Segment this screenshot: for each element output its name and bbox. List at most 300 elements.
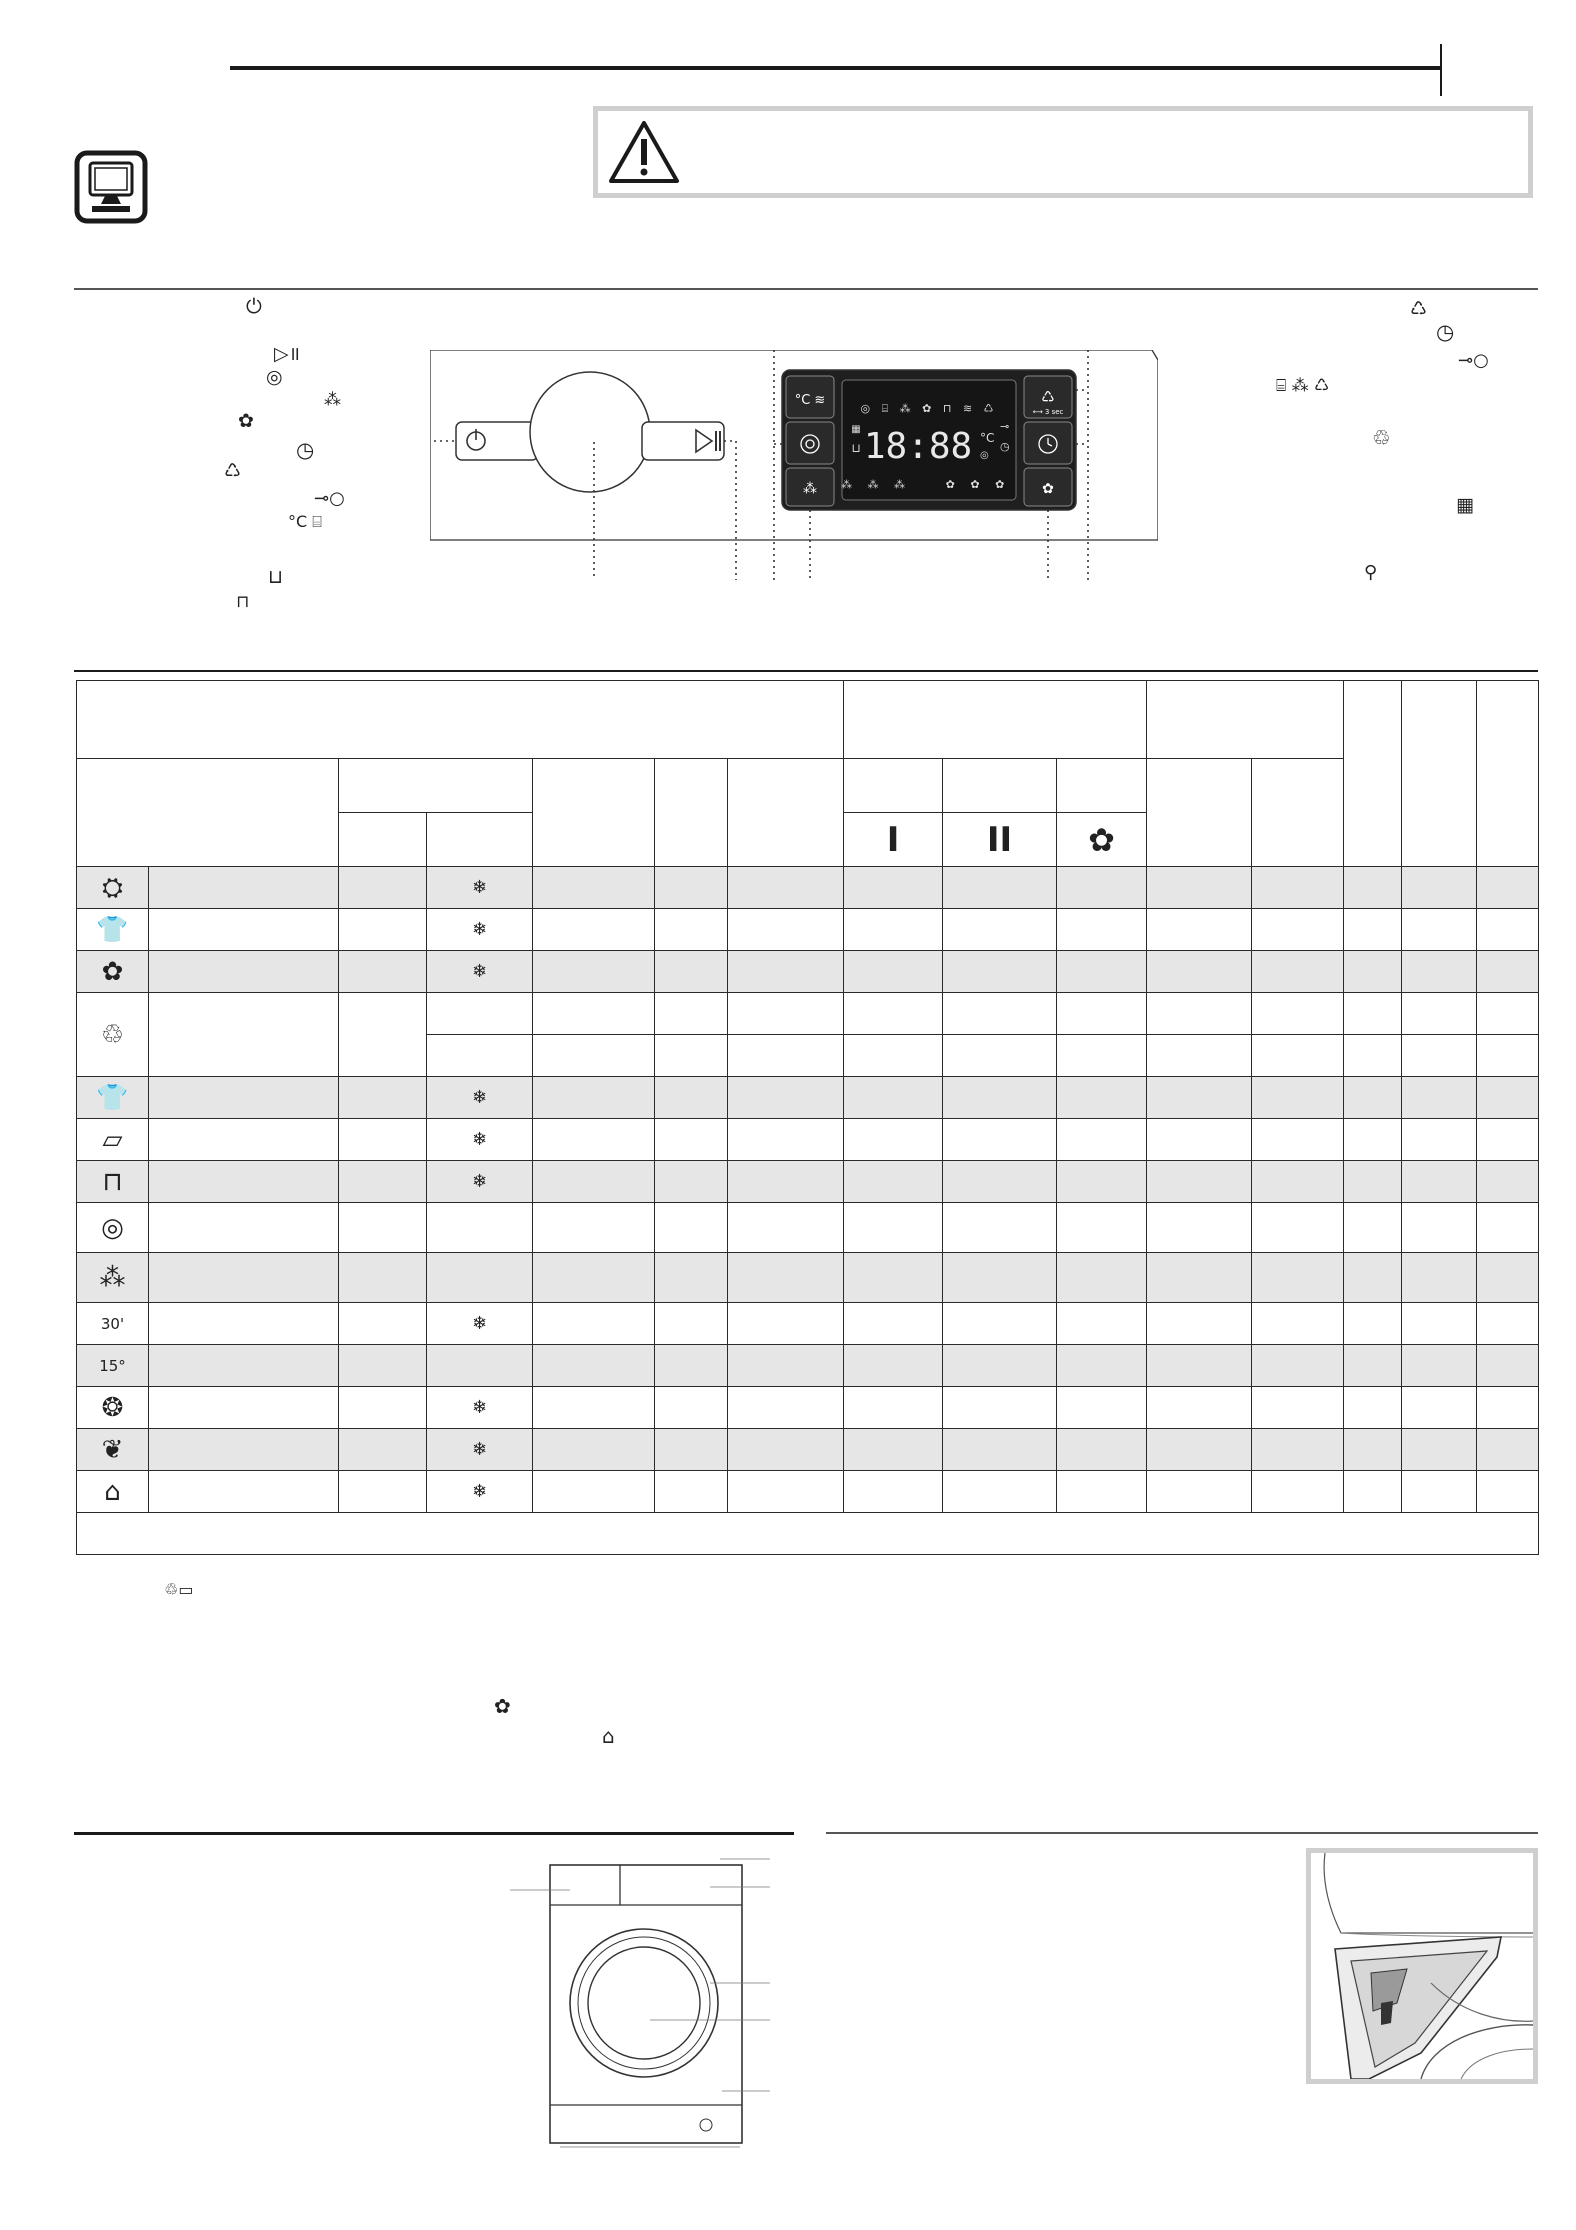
- bottom-rule-left: [74, 1832, 794, 1835]
- table-cell: [1057, 1429, 1147, 1471]
- table-cell: [1057, 867, 1147, 909]
- start-pause-icon: ▷॥: [274, 343, 300, 365]
- table-cell: [149, 951, 339, 993]
- table-cell: [533, 1471, 655, 1513]
- table-cell: [1252, 1387, 1344, 1429]
- svg-text:⊔: ⊔: [851, 441, 861, 455]
- table-cell: [1477, 1077, 1539, 1119]
- table-cell: [1252, 1429, 1344, 1471]
- table-cell: [1057, 1161, 1147, 1203]
- programme-table: [76, 680, 1539, 1555]
- table-cell: [1057, 909, 1147, 951]
- table-cell: [844, 1203, 943, 1253]
- table-cell: [1344, 1253, 1402, 1303]
- table-cell: [1057, 993, 1147, 1035]
- table-cell: [1252, 1119, 1344, 1161]
- table-header-cell: [339, 759, 533, 813]
- table-cell: [1402, 909, 1477, 951]
- table-cell: [844, 909, 943, 951]
- table-cell: [844, 1345, 943, 1387]
- cold-snowflake-cell: [427, 1471, 533, 1513]
- table-cell: [1344, 867, 1402, 909]
- svg-text:°C ≋: °C ≋: [794, 393, 826, 408]
- table-cell: [844, 1035, 943, 1077]
- shirt-icon: [77, 909, 149, 951]
- shirt-icon: 👕: [96, 914, 129, 945]
- table-cell: [728, 1345, 844, 1387]
- table-cell: [339, 1161, 427, 1203]
- snowflake-icon: ❄: [471, 1313, 488, 1334]
- finish-icon: ◷: [296, 438, 315, 462]
- cold-snowflake-cell: [427, 1429, 533, 1471]
- table-cell: [1252, 1303, 1344, 1345]
- snowflake-icon: ❄: [471, 1087, 488, 1108]
- svg-text:♺: ♺: [1041, 388, 1055, 406]
- table-cell: [533, 1119, 655, 1161]
- jeans-icon: ⊓: [102, 1166, 123, 1197]
- grid-icon: ▦: [1456, 494, 1474, 516]
- table-cell: [1252, 1077, 1344, 1119]
- table-cell: [1057, 1077, 1147, 1119]
- svg-text:°C: °C: [980, 431, 995, 445]
- table-cell: [943, 1035, 1057, 1077]
- delicates-icon: [77, 1429, 149, 1471]
- table-row: [77, 1077, 1539, 1119]
- table-header-cell: [844, 681, 1147, 759]
- table-cell: [943, 1119, 1057, 1161]
- table-cell: [1344, 1035, 1402, 1077]
- table-cell: [1252, 867, 1344, 909]
- table-cell: [844, 867, 943, 909]
- table-cell: [655, 1077, 728, 1119]
- snowflake-icon: ❄: [471, 1481, 488, 1502]
- table-cell: [1477, 1471, 1539, 1513]
- table-cell: [1344, 1077, 1402, 1119]
- cotton-icon: [77, 951, 149, 993]
- cold-snowflake-cell: [427, 1077, 533, 1119]
- table-cell: [728, 867, 844, 909]
- table-cell: [1344, 1345, 1402, 1387]
- table-cell: [149, 1471, 339, 1513]
- table-cell: [1057, 1253, 1147, 1303]
- cold-snowflake-cell: [427, 1253, 533, 1303]
- table-cell: [655, 951, 728, 993]
- steam-shirt-icon: [77, 1077, 149, 1119]
- svg-text:⁂: ⁂: [803, 481, 817, 497]
- table-cell: [655, 1203, 728, 1253]
- table-cell: [728, 1161, 844, 1203]
- table-cell: [149, 993, 339, 1077]
- table-cell: [1344, 1303, 1402, 1345]
- table-cell: [655, 1387, 728, 1429]
- snowflake-icon: ❄: [471, 1129, 488, 1150]
- table-cell: [1344, 1161, 1402, 1203]
- jeans-icon: [77, 1161, 149, 1203]
- table-cell: [149, 1345, 339, 1387]
- table-row: [77, 1253, 1539, 1303]
- table-cell: [1402, 867, 1477, 909]
- softener-flower-icon: ✿: [1057, 813, 1147, 867]
- table-cell: [1402, 1077, 1477, 1119]
- table-cell: [149, 1303, 339, 1345]
- water-tap-icon: ⚲: [1364, 562, 1378, 583]
- table-cell: [943, 1077, 1057, 1119]
- table-cell: [1147, 1345, 1252, 1387]
- snowflake-icon: ❄: [471, 1439, 488, 1460]
- table-cell: [728, 1429, 844, 1471]
- cold-snowflake-cell: [427, 1303, 533, 1345]
- table-row: [77, 1119, 1539, 1161]
- table-cell: [1477, 951, 1539, 993]
- table-cell: [533, 951, 655, 993]
- table-cell: [1057, 1303, 1147, 1345]
- table-cell: [943, 1303, 1057, 1345]
- table-cell: [655, 1253, 728, 1303]
- table-cell: [1252, 1253, 1344, 1303]
- table-cell: [1147, 1387, 1252, 1429]
- table-cell: [844, 951, 943, 993]
- delay-icon: ◷: [1436, 320, 1455, 344]
- table-cell: [728, 909, 844, 951]
- synthetic-icon: [77, 1471, 149, 1513]
- table-cell: [1057, 1119, 1147, 1161]
- table-cell: [844, 1119, 943, 1161]
- table-cell: [655, 1035, 728, 1077]
- wool-icon: [77, 1387, 149, 1429]
- table-cell: [1477, 1253, 1539, 1303]
- table-row: [77, 1429, 1539, 1471]
- table-cell: [1344, 909, 1402, 951]
- table-cell: [1344, 1429, 1402, 1471]
- table-cell: [943, 993, 1057, 1035]
- cold-snowflake-cell: [427, 951, 533, 993]
- table-cell: [1344, 1471, 1402, 1513]
- detergent-drawer-photo: [1306, 1848, 1538, 2084]
- table-cell: [339, 1303, 427, 1345]
- table-cell: [1147, 867, 1252, 909]
- table-cell: [1402, 1119, 1477, 1161]
- table-cell: [339, 1119, 427, 1161]
- power-icon: ⏻: [246, 294, 262, 318]
- table-cell: [1477, 909, 1539, 951]
- table-cell: [728, 993, 844, 1035]
- table-cell: [1147, 1161, 1252, 1203]
- table-header-cell: [77, 681, 844, 759]
- cold-snowflake-cell: [427, 1203, 533, 1253]
- table-cell: [655, 867, 728, 909]
- section-rule-1: [74, 288, 1538, 290]
- table-cell: [1402, 1429, 1477, 1471]
- table-cell: [844, 1471, 943, 1513]
- stain-icon: ✿: [238, 410, 254, 432]
- table-cell: [533, 1387, 655, 1429]
- warning-box: [593, 106, 1533, 198]
- table-cell: [1344, 1203, 1402, 1253]
- table-header-cell: [1252, 759, 1344, 867]
- table-header-cell: [77, 759, 339, 867]
- table-cell: [339, 1345, 427, 1387]
- table-cell: [1402, 1303, 1477, 1345]
- cold-snowflake-cell: [427, 1387, 533, 1429]
- table-cell: [1402, 1253, 1477, 1303]
- table-cell: [339, 1203, 427, 1253]
- table-cell: [427, 993, 533, 1035]
- table-cell: [533, 1253, 655, 1303]
- svg-text:⟷ 3 sec: ⟷ 3 sec: [1032, 408, 1064, 416]
- table-header-cell: [533, 759, 655, 867]
- table-cell: [943, 1471, 1057, 1513]
- table-cell: [149, 1387, 339, 1429]
- table-cell: [1147, 909, 1252, 951]
- table-cell: [728, 1303, 844, 1345]
- table-cell: [1477, 1303, 1539, 1345]
- snowflake-icon: ❄: [471, 961, 488, 982]
- table-cell: [1477, 867, 1539, 909]
- table-cell: [149, 1077, 339, 1119]
- cold-snowflake-cell: [427, 1161, 533, 1203]
- table-cell: [728, 1035, 844, 1077]
- table-cell: [339, 1387, 427, 1429]
- table-cell: [149, 1203, 339, 1253]
- table-cell: [655, 1161, 728, 1203]
- table-header-cell: [427, 813, 533, 867]
- table-cell: [728, 1471, 844, 1513]
- key-lock-icon: ⊸○: [314, 488, 345, 509]
- table-cell: [943, 909, 1057, 951]
- table-cell: [149, 1429, 339, 1471]
- table-cell: [149, 867, 339, 909]
- table-header-cell: [1147, 681, 1344, 759]
- table-header-cell: [339, 813, 427, 867]
- table-cell: [339, 909, 427, 951]
- svg-text:◎: ◎: [980, 450, 989, 461]
- table-cell: [728, 1387, 844, 1429]
- table-cell: [943, 1161, 1057, 1203]
- table-cell: [1477, 1387, 1539, 1429]
- eco-icon: ♲: [1372, 426, 1391, 450]
- table-cell: [1252, 1161, 1344, 1203]
- snowflake-icon: ❄: [471, 1171, 488, 1192]
- snowflake-icon: ❄: [471, 1397, 488, 1418]
- table-cell: [943, 1203, 1057, 1253]
- table-cell: [1477, 1345, 1539, 1387]
- table-cell: [943, 1345, 1057, 1387]
- table-cell: [844, 1161, 943, 1203]
- table-cell: [1252, 1035, 1344, 1077]
- table-cell: [655, 993, 728, 1035]
- table-cell: [655, 1429, 728, 1471]
- table-cell: [1252, 1203, 1344, 1253]
- table-cell: [844, 1429, 943, 1471]
- table-cell: [655, 1345, 728, 1387]
- table-cell: [1147, 951, 1252, 993]
- delicates-icon: ❦: [101, 1434, 124, 1465]
- cold15-icon: [77, 1345, 149, 1387]
- table-row: [77, 909, 1539, 951]
- table-cell: [533, 993, 655, 1035]
- table-header-cell: [943, 759, 1057, 813]
- cotton-icon: ✿: [101, 956, 124, 987]
- spin-icon: ◎: [266, 366, 283, 388]
- table-cell: [844, 1253, 943, 1303]
- table-cell: [1344, 951, 1402, 993]
- table-cell: [1057, 1471, 1147, 1513]
- spin-drain-icon: ◎: [101, 1212, 124, 1243]
- dosage-one-mark: I: [844, 813, 943, 867]
- table-cell: [844, 1077, 943, 1119]
- table-cell: [655, 1471, 728, 1513]
- table-cell: [728, 1077, 844, 1119]
- table-cell: [943, 951, 1057, 993]
- cold-snowflake-cell: [427, 909, 533, 951]
- table-cell: [149, 1161, 339, 1203]
- table-header-cell: [1147, 759, 1252, 867]
- snowflake-icon: ❄: [471, 877, 488, 898]
- table-cell: [1477, 1203, 1539, 1253]
- table-row: [77, 951, 1539, 993]
- display-digits: 18:88: [863, 426, 973, 467]
- table-cell: [1477, 1429, 1539, 1471]
- synthetic-icon: ⌂: [104, 1476, 121, 1507]
- table-row: [77, 1387, 1539, 1429]
- table-cell: [1057, 1387, 1147, 1429]
- table-cell: [1147, 1035, 1252, 1077]
- table-cell: [943, 1429, 1057, 1471]
- towel-icon: [77, 1119, 149, 1161]
- table-cell: [533, 1345, 655, 1387]
- table-cell: [1057, 1035, 1147, 1077]
- table-cell: [728, 1119, 844, 1161]
- cold-snowflake-cell: [427, 867, 533, 909]
- table-cell: [1402, 993, 1477, 1035]
- table-cell: [533, 867, 655, 909]
- top-rule: [230, 66, 1442, 70]
- table-cell: [1402, 1387, 1477, 1429]
- eco-cotton-icon: ♲: [100, 1019, 125, 1050]
- washer-front-diagram: [510, 1855, 790, 2155]
- table-cell: [149, 909, 339, 951]
- table-cell: [844, 1303, 943, 1345]
- table-header-cell: [844, 759, 943, 813]
- snowflake-icon: ❄: [471, 919, 488, 940]
- temperature-icon: °C ⌸: [288, 512, 322, 531]
- svg-text:✿: ✿: [1042, 481, 1054, 497]
- rinse-spin-icon: [77, 1253, 149, 1303]
- dosage-two-mark: II: [943, 813, 1057, 867]
- table-cell: [1477, 1035, 1539, 1077]
- quick30-icon: [77, 1303, 149, 1345]
- svg-text:◎ ⌸ ⁂ ✿ ⊓ ≋ ♺: ◎ ⌸ ⁂ ✿ ⊓ ≋ ♺: [860, 402, 998, 415]
- table-row: [77, 867, 1539, 909]
- table-footer-cell: [77, 1513, 1539, 1555]
- cold-snowflake-cell: [427, 1119, 533, 1161]
- svg-text:✿ ✿ ✿: ✿ ✿ ✿: [945, 478, 1011, 491]
- table-cell: [1402, 951, 1477, 993]
- table-row: [77, 1303, 1539, 1345]
- table-cell: [1057, 1345, 1147, 1387]
- table-cell: [1147, 1253, 1252, 1303]
- table-cell: [1147, 1429, 1252, 1471]
- table-header-cell: [1402, 681, 1477, 867]
- table-cell: [1344, 1387, 1402, 1429]
- table-cell: [1147, 1119, 1252, 1161]
- table-cell: [1147, 1077, 1252, 1119]
- table-cell: [339, 993, 427, 1077]
- table-cell: [1252, 1345, 1344, 1387]
- door-lock-icon: ⊓: [236, 592, 250, 612]
- table-cell: [943, 1387, 1057, 1429]
- table-row: [77, 1161, 1539, 1203]
- table-cell: [1057, 951, 1147, 993]
- table-header-cell: [655, 759, 728, 867]
- table-cell: [728, 1253, 844, 1303]
- table-cell: [655, 1303, 728, 1345]
- svg-text:⊸: ⊸: [1000, 420, 1010, 433]
- table-cell: [533, 909, 655, 951]
- table-cell: [1402, 1035, 1477, 1077]
- wool-icon: ❂: [101, 1392, 124, 1423]
- table-cell: [533, 1303, 655, 1345]
- warning-triangle-icon: [608, 119, 680, 185]
- tub-icon: ⊔: [268, 566, 283, 588]
- table-cell: [1402, 1203, 1477, 1253]
- table-cell: [533, 1203, 655, 1253]
- towel-icon: ▱: [102, 1124, 123, 1155]
- section-rule-2: [74, 670, 1538, 672]
- table-cell: [1252, 993, 1344, 1035]
- table-header-cell: [1477, 681, 1539, 867]
- table-cell: [339, 1471, 427, 1513]
- table-cell: [943, 867, 1057, 909]
- monitor-icon: [74, 150, 148, 224]
- table-cell: [533, 1429, 655, 1471]
- table-cell: [149, 1253, 339, 1303]
- spin-drain-icon: [77, 1203, 149, 1253]
- table-cell: [1344, 1119, 1402, 1161]
- table-cell: [1344, 993, 1402, 1035]
- table-header-cell: [728, 759, 844, 867]
- svg-text:⁂ ⁂ ⁂: ⁂ ⁂ ⁂: [841, 478, 911, 491]
- table-row: [77, 1345, 1539, 1387]
- steam-icon: ♺: [1410, 298, 1428, 320]
- table-cell: [728, 1203, 844, 1253]
- table-cell: [1402, 1161, 1477, 1203]
- table-cell: [1057, 1203, 1147, 1253]
- synthetic-icon: ⌂: [602, 1724, 615, 1748]
- table-cell: [149, 1119, 339, 1161]
- options-icon: ⌸ ⁂ ♺: [1276, 376, 1330, 396]
- table-cell: [1477, 1161, 1539, 1203]
- table-cell: [1402, 1345, 1477, 1387]
- cold-snowflake-cell: [427, 1345, 533, 1387]
- table-row: [77, 1471, 1539, 1513]
- control-panel-diagram: [430, 350, 1158, 550]
- table-cell: [1252, 951, 1344, 993]
- rinse-spin-icon: ⁂: [99, 1262, 126, 1293]
- table-row: [77, 1203, 1539, 1253]
- table-header-cell: [1057, 759, 1147, 813]
- table-cell: [1477, 993, 1539, 1035]
- table-cell: [844, 993, 943, 1035]
- bottom-rule-right: [826, 1832, 1538, 1834]
- refresh-icon: ♺: [224, 460, 242, 482]
- eco-cotton-icon: ♲▭: [164, 1580, 194, 1599]
- table-cell: [1252, 1471, 1344, 1513]
- rinse-icon: ⁂: [324, 390, 341, 410]
- top-rule-tick: [1440, 44, 1442, 96]
- table-cell: [728, 951, 844, 993]
- svg-text:▦: ▦: [851, 424, 861, 435]
